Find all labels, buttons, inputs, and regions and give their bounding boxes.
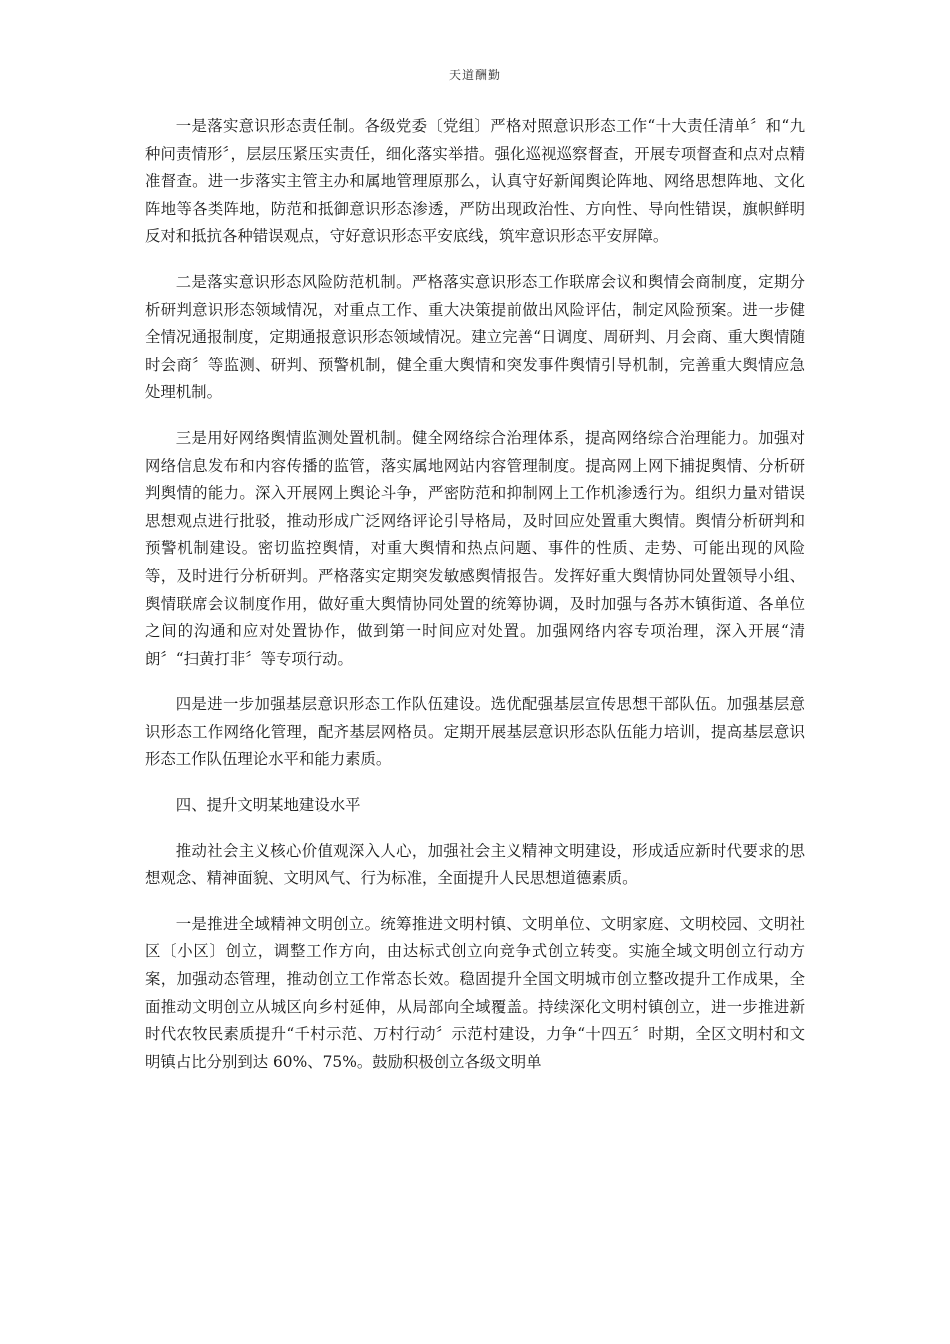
paragraph-risk-prevention: 二是落实意识形态风险防范机制。严格落实意识形态工作联席会议和舆情会商制度，定期分析研判意识形态领域情况，对重点工作、重大决策提前做出风险评估，制定风险预案。进一步健全情况通报制度，定期通报意识形态领域情况。建立完善“日调度、周研判、月会商、重大舆情随时会商〞等监测、研判、预警机制，健全重大舆情和突发事件舆情引导机制，完善重大舆情应急处理机制。 (145, 272, 805, 402)
paragraph-core-values: 推动社会主义核心价值观深入人心，加强社会主义精神文明建设，形成适应新时代要求的思想观念、精神面貌、文明风气、行为标准，全面提升人民思想道德素质。 (145, 841, 805, 888)
paragraph-network-opinion: 三是用好网络舆情监测处置机制。健全网络综合治理体系，提高网络综合治理能力。加强对网络信息发布和内容传播的监管，落实属地网站内容管理制度。提高网上网下捕捉舆情、分析研判舆情的能力。深入开展网上舆论斗争，严密防范和抑制网上工作机渗透行为。组织力量对错误思想观点进行批驳，推动形成广泛网络评论引导格局，及时回应处置重大舆情。舆情分析研判和预警机制建设。密切监控舆情，对重大舆情和热点问题、事件的性质、走势、可能出现的风险等，及时进行分析研判。严格落实定期突发敏感舆情报告。发挥好重大舆情协同处置领导小组、舆情联席会议制度作用，做好重大舆情协同处置的统筹协调，及时加强与各苏木镇街道、各单位之间的沟通和应对处置协作，做到第一时间应对处置。加强网络内容专项治理，深入开展“清朗〞“扫黄打非〞等专项行动。 (145, 428, 805, 668)
paragraph-civilization-creation: 一是推进全域精神文明创立。统筹推进文明村镇、文明单位、文明家庭、文明校园、文明社区〔小区〕创立，调整工作方向，由达标式创立向竞争式创立转变。实施全域文明创立行动方案，加强动态管理，推动创立工作常态长效。稳固提升全国文明城市创立整改提升工作成果，全面推动文明创立从城区向乡村延伸，从局部向全域覆盖。持续深化文明村镇创立，进一步推进新时代农牧民素质提升“千村示范、万村行动〞示范村建设，力争“十四五〞时期，全区文明村和文明镇占比分别到达 60%、75%。鼓励积极创立各级文明单 (145, 914, 805, 1071)
document-body (145, 113, 805, 1094)
page-header: 天道酬勤 (448, 68, 501, 82)
paragraph-ideology-responsibility: 一是落实意识形态责任制。各级党委〔党组〕严格对照意识形态工作“十大责任清单〞和“九种问责情形〞，层层压紧压实责任，细化落实举措。强化巡视巡察督查，开展专项督查和点对点精准督查。进一步落实主管主办和属地管理原那么，认真守好新闻舆论阵地、网络思想阵地、文化阵地等各类阵地，防范和抵御意识形态渗透，严防出现政治性、方向性、导向性错误，旗帜鲜明反对和抵抗各种错误观点，守好意识形态平安底线，筑牢意识形态平安屏障。 (145, 117, 805, 246)
paragraph-grassroots-team: 四是进一步加强基层意识形态工作队伍建设。选优配强基层宣传思想干部队伍。加强基层意识形态工作网络化管理，配齐基层网格员。定期开展基层意识形态队伍能力培训，提高基层意识形态工作队伍理论水平和能力素质。 (145, 695, 805, 769)
section-heading: 四、提升文明某地建设水平 (175, 796, 361, 815)
